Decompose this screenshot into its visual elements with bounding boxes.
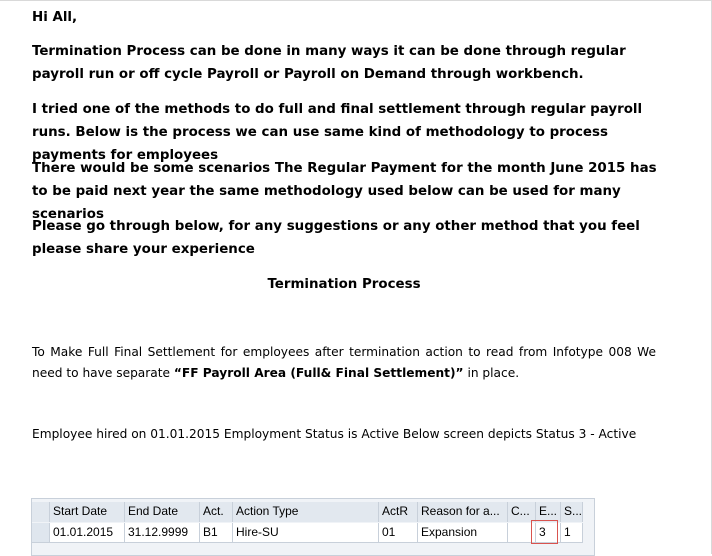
col-action-reason[interactable]: ActR: [379, 502, 418, 522]
col-action[interactable]: Act.: [200, 502, 233, 522]
col-reason-text[interactable]: Reason for a...: [418, 502, 508, 522]
col-customer-status[interactable]: C...: [508, 502, 536, 522]
cell-action[interactable]: B1: [200, 523, 233, 543]
select-all-cell[interactable]: [32, 502, 50, 522]
ff-settlement-paragraph: [32, 342, 656, 384]
col-end-date[interactable]: End Date: [125, 502, 200, 522]
ff-intro-text: To Make Full Final Settlement for employees after termination action to read from Infotype 008 We need to have separate: [32, 345, 656, 380]
col-employment-status[interactable]: E...: [536, 502, 561, 522]
row-selector[interactable]: [32, 523, 50, 543]
ff-payroll-area-text: “FF Payroll Area (Full& Final Settlement)”: [173, 366, 464, 380]
cell-special-payment[interactable]: 1: [561, 523, 583, 543]
ff-outro-text: in place.: [463, 366, 520, 380]
top-border: [0, 0, 712, 1]
cell-action-type[interactable]: Hire-SU: [233, 523, 379, 543]
table-header: [32, 502, 583, 522]
cell-action-reason[interactable]: 01: [379, 523, 418, 543]
col-special-payment[interactable]: S...: [561, 502, 583, 522]
employee-status-note: Employee hired on 01.01.2015 Employment Status is Active Below screen depicts Status 3 - Active: [32, 427, 637, 441]
paragraph-2: I tried one of the methods to do full and final settlement through regular payroll runs. Below is the process we can use same kind of methodology to process payments for employees: [32, 102, 643, 163]
cell-reason-text[interactable]: Expansion: [418, 523, 508, 543]
paragraph-3: There would be some scenarios The Regular Payment for the month June 2015 has to be paid next year the same methodology used below can be used for many scenarios: [32, 161, 657, 222]
col-action-type[interactable]: Action Type: [233, 502, 379, 522]
cell-end-date[interactable]: 31.12.9999: [125, 523, 200, 543]
col-start-date[interactable]: Start Date: [50, 502, 125, 522]
employment-status-highlight: [531, 520, 558, 544]
action-table: [31, 498, 595, 556]
cell-employment-status[interactable]: 3: [536, 523, 561, 543]
section-title: Termination Process: [267, 277, 421, 292]
paragraph-1: Termination Process can be done in many ways it can be done through regular payroll run or off cycle Payroll or Payroll on Demand through workbench.: [32, 44, 626, 82]
greeting: Hi All,: [32, 10, 78, 25]
paragraph-4: Please go through below, for any suggestions or any other method that you feel please share your experience: [32, 219, 640, 257]
table-row[interactable]: [32, 523, 583, 543]
cell-start-date[interactable]: 01.01.2015: [50, 523, 125, 543]
